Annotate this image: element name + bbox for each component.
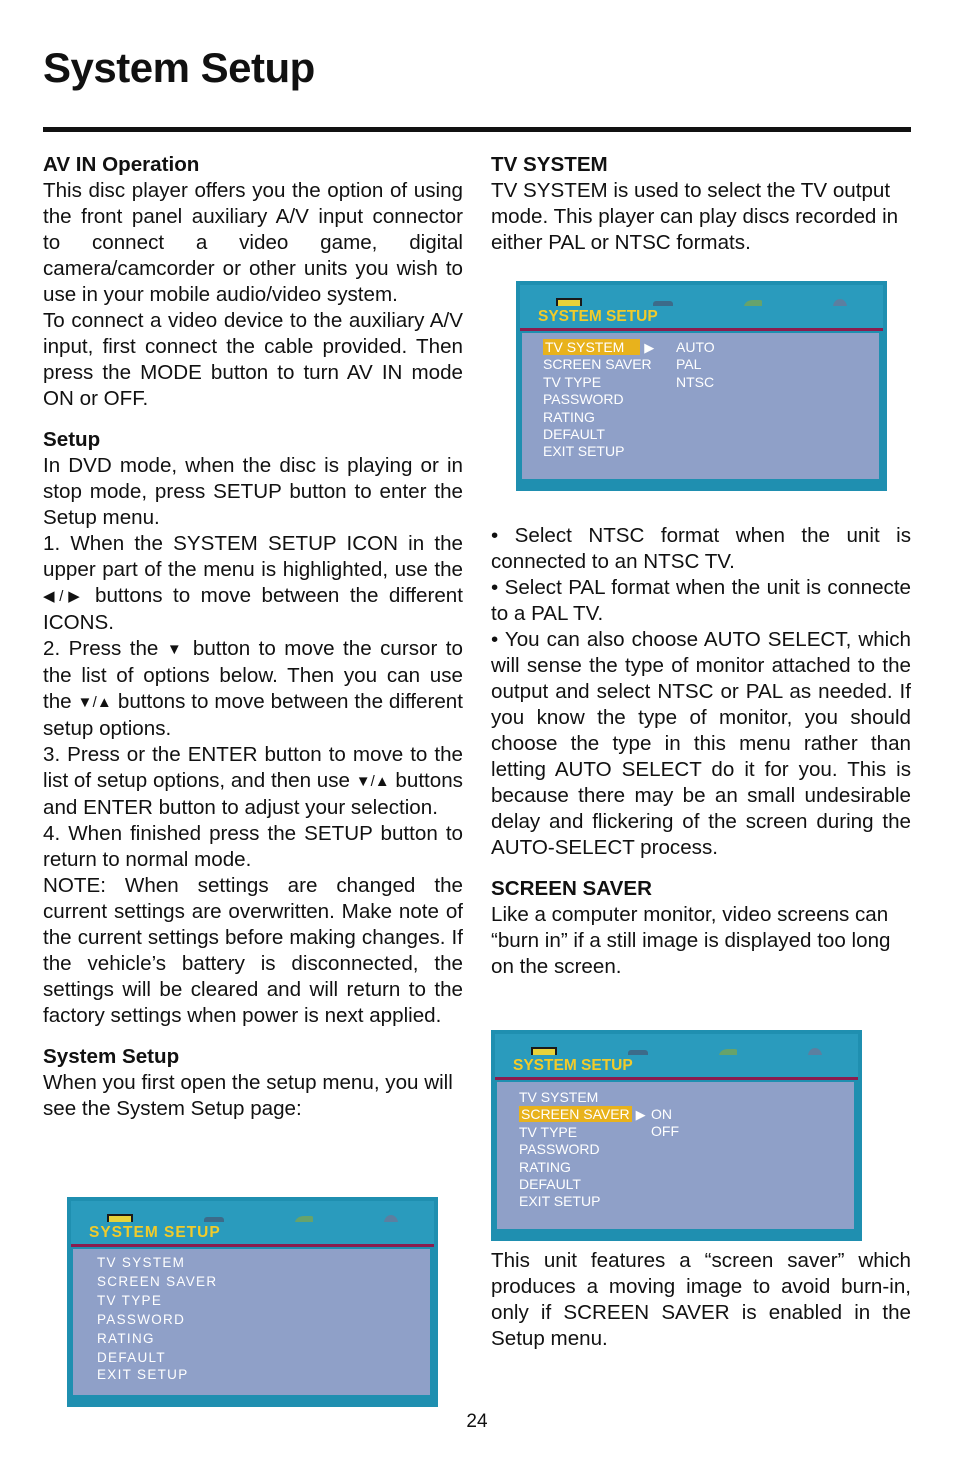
option-ntsc: NTSC — [676, 373, 715, 390]
option-off: OFF — [651, 1123, 679, 1140]
screen-saver-options — [651, 1106, 679, 1141]
page-title: System Setup — [43, 44, 315, 91]
right-triangle-icon: ▶ — [635, 1107, 646, 1123]
step-1-text-b: buttons to move between the different ICONS. — [43, 584, 463, 634]
tv-system-heading: TV SYSTEM — [491, 153, 608, 176]
left-column — [43, 152, 463, 1122]
tv-system-menu-screenshot — [516, 281, 887, 491]
step-3-text-a: 3. Press or the ENTER button to move to the list of setup options, and then use — [43, 743, 463, 792]
setup-step-4: 4. When finished press the SETUP button to return to normal mode. — [43, 822, 463, 871]
option-on: ON — [651, 1106, 672, 1122]
menu-items — [97, 1253, 217, 1382]
setup-step-2 — [43, 636, 463, 742]
bullet-pal: • Select PAL format when the unit is connecte to a PAL TV. — [491, 576, 911, 625]
step-2-text-a: 2. Press the — [43, 637, 159, 660]
highlighted-item: SCREEN SAVER — [521, 1106, 630, 1123]
tv-options — [676, 339, 715, 391]
av-in-heading: AV IN Operation — [43, 153, 200, 176]
menu-header: SYSTEM SETUP — [71, 1222, 434, 1247]
screen-saver-paragraph: Like a computer monitor, video screens can “burn in” if a still image is displayed too long on the screen. — [491, 903, 891, 978]
menu-item: RATING — [97, 1331, 155, 1346]
av-in-paragraph-2: To connect a video device to the auxiliary A/V input, first connect the cable provided. Then press the MODE button to turn AV IN mode ON or OFF. — [43, 309, 463, 410]
menu-item: RATING — [519, 1158, 571, 1175]
menu-item-selected — [543, 339, 654, 356]
menu-item: PASSWORD — [97, 1312, 186, 1327]
menu-item: TV SYSTEM — [519, 1089, 599, 1105]
setup-paragraph: In DVD mode, when the disc is playing or in stop mode, press SETUP button to enter the Setup menu. — [43, 454, 463, 529]
menu-item: PASSWORD — [543, 391, 624, 408]
system-setup-heading: System Setup — [43, 1045, 180, 1068]
system-setup-paragraph: When you first open the setup menu, you will see the System Setup page: — [43, 1071, 453, 1120]
menu-header: SYSTEM SETUP — [495, 1055, 858, 1080]
tv-system-paragraph: TV SYSTEM is used to select the TV output mode. This player can play discs recorded in either PAL or NTSC formats. — [491, 179, 899, 254]
screen-saver-heading: SCREEN SAVER — [491, 877, 652, 900]
down-arrow-icon: ▼ — [166, 641, 185, 658]
av-in-paragraph-1: This disc player offers you the option of using the front panel auxiliary A/V input connector to connect a video game, digital camera/camcorder or other units you wish to use in your mobile audio/video system. — [43, 179, 463, 306]
menu-item: PASSWORD — [519, 1141, 600, 1158]
highlighted-item: TV SYSTEM — [543, 339, 640, 355]
system-setup-menu-screenshot — [67, 1197, 438, 1407]
page-number: 24 — [466, 1411, 488, 1432]
title-rule — [43, 127, 911, 132]
setup-step-1 — [43, 531, 463, 636]
down-up-arrows-icon: ▼/▲ — [77, 694, 112, 711]
left-right-arrows-icon: ◀/▶ — [43, 588, 85, 605]
menu-item: EXIT SETUP — [519, 1193, 601, 1210]
menu-item: RATING — [543, 408, 595, 425]
menu-item: DEFAULT — [543, 425, 605, 442]
step-2-text-c: buttons to move between the different setup options. — [43, 690, 463, 740]
menu-item: EXIT SETUP — [97, 1367, 189, 1382]
menu-item: DEFAULT — [97, 1350, 166, 1365]
option-pal: PAL — [676, 356, 702, 373]
setup-note: NOTE: When settings are changed the current settings are overwritten. Make note of the current settings before making changes. If the vehicle’s battery is disconnected, the settings will be cleared and will return to the factory settings when power is next applied. — [43, 874, 463, 1027]
menu-items — [543, 339, 654, 461]
setup-step-3 — [43, 742, 463, 821]
menu-item-selected — [519, 1106, 646, 1123]
step-3-text-b: buttons and ENTER button to adjust your selection. — [43, 769, 463, 819]
menu-item: SCREEN SAVER — [97, 1274, 218, 1289]
screen-saver-menu-screenshot — [491, 1030, 862, 1241]
menu-item: TV TYPE — [97, 1293, 163, 1308]
step-1-text-a: 1. When the SYSTEM SETUP ICON in the upper part of the menu is highlighted, use the — [43, 532, 463, 581]
menu-item: DEFAULT — [519, 1175, 581, 1192]
menu-header: SYSTEM SETUP — [520, 306, 883, 331]
menu-item: TV SYSTEM — [97, 1255, 186, 1270]
right-triangle-icon: ▶ — [644, 340, 655, 355]
setup-heading: Setup — [43, 428, 101, 451]
menu-item: EXIT SETUP — [543, 443, 625, 460]
screen-saver-paragraph-2: This unit features a “screen saver” which produces a moving image to avoid burn-in, only if SCREEN SAVER is enabled in the Setup menu. — [491, 1249, 911, 1350]
option-auto: AUTO — [676, 339, 715, 355]
step-2-text-b: button to move the cursor to the list of options below. Then you can use the — [43, 637, 463, 713]
menu-item: SCREEN SAVER — [543, 356, 652, 373]
bullet-auto: • You can also choose AUTO SELECT, which will sense the type of monitor attached to the output and select NTSC or PAL as needed. If you know the type of monitor, you should choose the type in this menu rather than letting AUTO SELECT do it for you. This is because there may be an small undesirable delay and flickering of the screen during the AUTO-SELECT process. — [491, 628, 911, 859]
menu-item: TV TYPE — [543, 373, 602, 390]
bullet-ntsc: • Select NTSC format when the unit is connected to an NTSC TV. — [491, 524, 911, 573]
menu-items — [519, 1089, 646, 1211]
menu-item: TV TYPE — [519, 1123, 578, 1140]
down-up-arrows-icon: ▼/▲ — [355, 773, 390, 790]
